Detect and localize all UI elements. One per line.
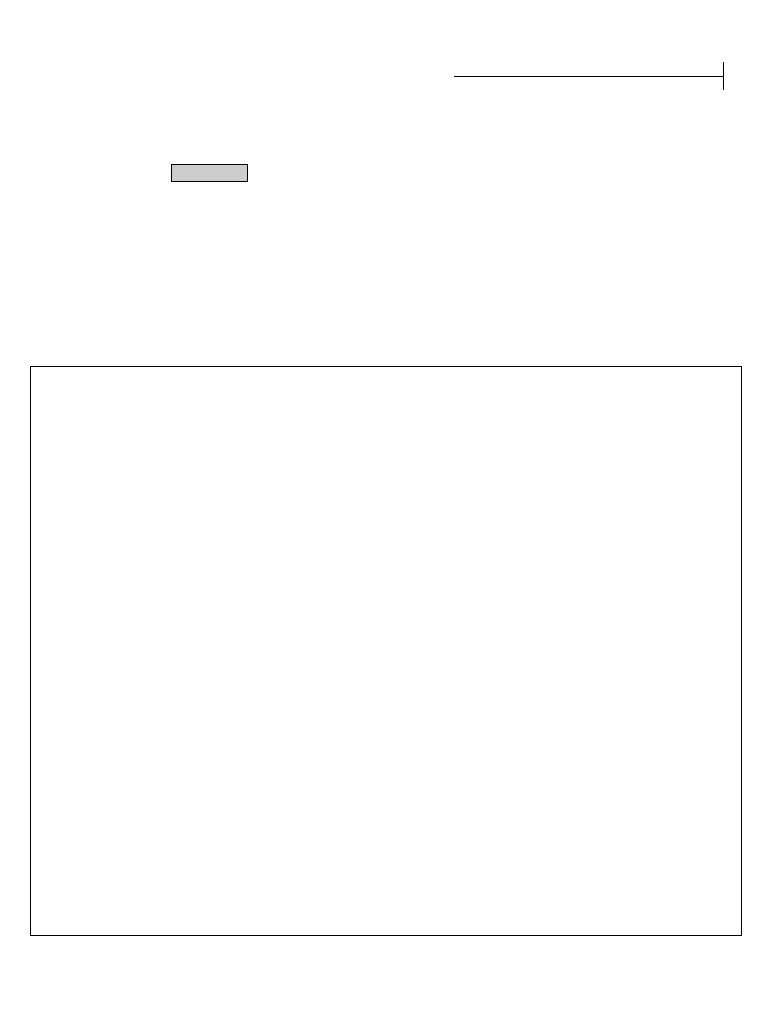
header-rule [454,76,724,77]
header-divider [723,62,724,90]
notation-label [172,165,248,182]
notation-table [171,164,248,182]
chord-family-grid [30,366,742,936]
